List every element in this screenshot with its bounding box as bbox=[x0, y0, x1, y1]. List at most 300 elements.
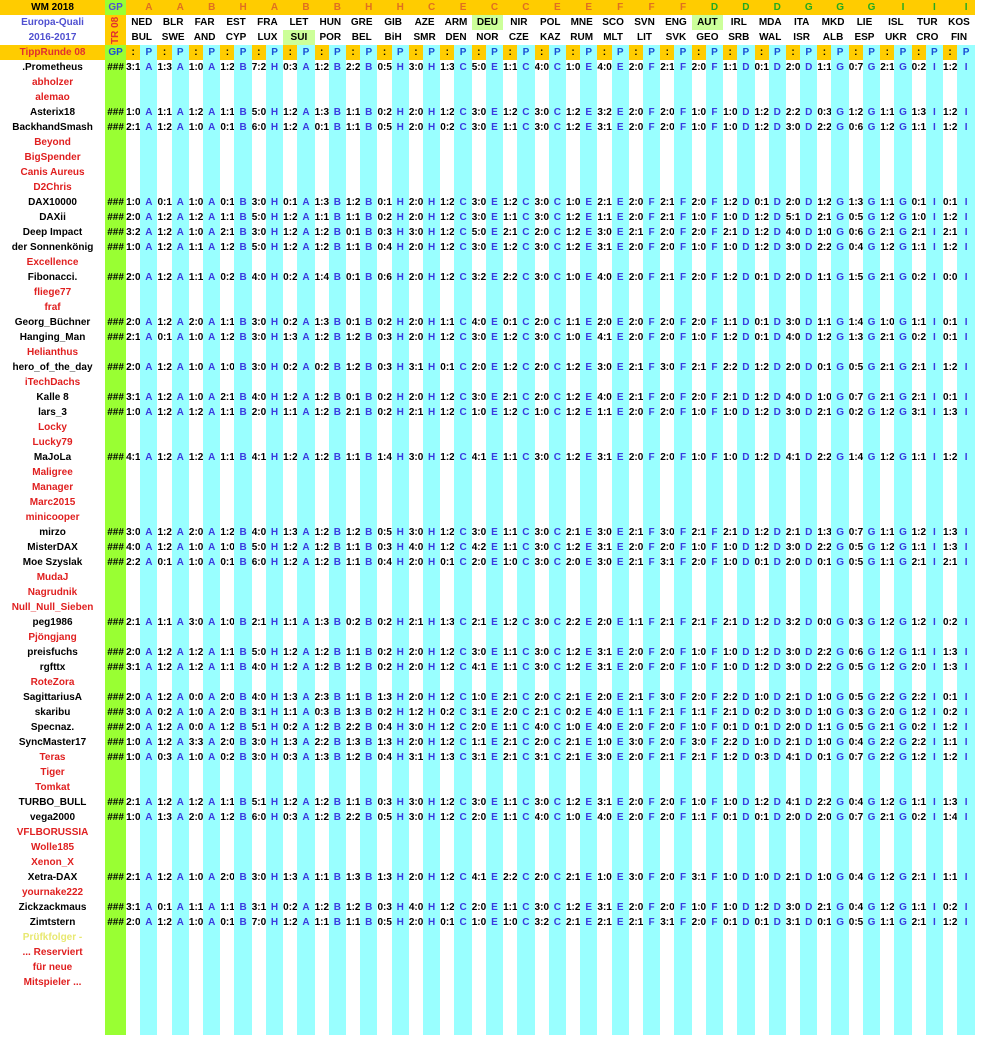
group-cell: D bbox=[800, 915, 817, 930]
score-cell: 0:2 bbox=[220, 752, 235, 763]
score-cell: 1:2 bbox=[440, 692, 455, 703]
score-cell bbox=[503, 150, 517, 165]
filler bbox=[674, 990, 691, 1005]
score-cell: 2:1 bbox=[565, 872, 581, 883]
score-cell: 2:0 bbox=[660, 872, 675, 883]
filler bbox=[894, 990, 911, 1005]
group-cell: H bbox=[392, 225, 409, 240]
score-cell bbox=[943, 840, 957, 855]
player-name: VFLBORUSSIA bbox=[16, 827, 89, 838]
score-cell: 1:2 bbox=[220, 62, 235, 73]
score-cell: 1:2 bbox=[440, 197, 455, 208]
score-cell: 0:1 bbox=[346, 272, 361, 283]
score-cell bbox=[566, 780, 580, 795]
group-cell: I bbox=[957, 795, 975, 810]
group-cell: E bbox=[486, 540, 503, 555]
group-cell: B bbox=[234, 225, 251, 240]
group-cell bbox=[737, 375, 754, 390]
group-cell: A bbox=[140, 540, 157, 555]
score-cell: 3:0 bbox=[597, 557, 612, 568]
group-cell bbox=[549, 585, 566, 600]
group-cell: A bbox=[172, 750, 189, 765]
colon-cell: : bbox=[346, 45, 360, 60]
group-cell bbox=[580, 495, 597, 510]
group-cell bbox=[203, 180, 220, 195]
group-cell bbox=[894, 600, 911, 615]
score-cell: 0:7 bbox=[848, 62, 863, 73]
score-cell: 1:0 bbox=[126, 407, 141, 418]
score-cell: 0:1 bbox=[220, 197, 235, 208]
group-cell: E bbox=[580, 390, 597, 405]
score-cell bbox=[817, 90, 831, 105]
group-cell: G bbox=[894, 915, 911, 930]
score-cell: 0:2 bbox=[943, 902, 958, 913]
player-name: hero_of_the_day bbox=[12, 362, 93, 373]
group-cell bbox=[800, 855, 817, 870]
player-name: D2Chris bbox=[33, 182, 72, 193]
score-cell: 1:0 bbox=[565, 62, 581, 73]
score-cell bbox=[283, 150, 297, 165]
score-cell: 1:2 bbox=[188, 452, 204, 463]
score-cell: 2:1 bbox=[880, 362, 895, 373]
score-cell bbox=[912, 150, 926, 165]
score-cell: 1:3 bbox=[314, 107, 329, 118]
group-cell: F bbox=[674, 240, 691, 255]
score-cell: 1:1 bbox=[628, 617, 643, 628]
score-cell bbox=[912, 630, 926, 645]
filler bbox=[769, 1005, 786, 1020]
group-cell bbox=[769, 510, 786, 525]
score-cell bbox=[472, 930, 486, 945]
score-cell bbox=[440, 345, 454, 360]
group-cell bbox=[674, 630, 691, 645]
group-cell bbox=[737, 435, 754, 450]
score-cell bbox=[912, 600, 926, 615]
group-cell bbox=[517, 480, 534, 495]
score-cell bbox=[817, 780, 831, 795]
group-cell: D bbox=[800, 405, 817, 420]
group-cell: G bbox=[831, 870, 848, 885]
group-cell bbox=[831, 150, 848, 165]
group-cell bbox=[172, 285, 189, 300]
group-cell bbox=[392, 495, 409, 510]
group-cell: F bbox=[674, 735, 691, 750]
filler bbox=[674, 1005, 691, 1020]
points-cell: P bbox=[831, 45, 848, 60]
group-cell: F bbox=[706, 405, 723, 420]
score-cell bbox=[409, 285, 423, 300]
score-cell bbox=[786, 945, 800, 960]
score-cell: 2:2 bbox=[880, 752, 895, 763]
filler bbox=[926, 990, 943, 1005]
score-cell bbox=[440, 855, 454, 870]
score-cell: 3:0 bbox=[408, 797, 423, 808]
group-cell: E bbox=[612, 555, 629, 570]
group-cell: A bbox=[140, 315, 157, 330]
score-cell bbox=[692, 180, 706, 195]
score-cell bbox=[157, 420, 171, 435]
group-cell bbox=[612, 420, 629, 435]
group-cell bbox=[549, 180, 566, 195]
group-cell bbox=[643, 975, 660, 990]
score-cell bbox=[943, 675, 957, 690]
score-cell bbox=[755, 630, 769, 645]
group-cell: F bbox=[643, 240, 660, 255]
score-cell bbox=[126, 465, 140, 480]
score-cell bbox=[283, 960, 297, 975]
score-cell: 2:0 bbox=[660, 797, 675, 808]
score-cell: 2:2 bbox=[785, 107, 801, 118]
colon-cell: : bbox=[849, 45, 863, 60]
group-cell bbox=[203, 345, 220, 360]
group-letter: B bbox=[329, 0, 346, 15]
score-cell bbox=[472, 960, 486, 975]
group-cell bbox=[517, 495, 534, 510]
group-letter-spacer bbox=[629, 0, 643, 15]
score-cell bbox=[503, 825, 517, 840]
group-cell bbox=[392, 165, 409, 180]
group-cell bbox=[423, 90, 440, 105]
score-cell bbox=[472, 75, 486, 90]
score-cell: 3:0 bbox=[785, 242, 801, 253]
score-cell bbox=[377, 255, 391, 270]
group-cell: I bbox=[926, 60, 943, 75]
group-cell bbox=[926, 90, 943, 105]
score-cell bbox=[535, 285, 549, 300]
group-cell bbox=[329, 780, 346, 795]
player-name: RoteZora bbox=[30, 677, 75, 688]
group-cell: H bbox=[392, 195, 409, 210]
group-cell bbox=[360, 150, 377, 165]
score-cell bbox=[880, 480, 894, 495]
group-cell: E bbox=[612, 390, 629, 405]
score-cell bbox=[220, 180, 234, 195]
group-cell: B bbox=[234, 795, 251, 810]
group-cell bbox=[517, 570, 534, 585]
score-cell: 1:2 bbox=[188, 647, 204, 658]
group-cell: D bbox=[737, 315, 754, 330]
group-cell bbox=[580, 675, 597, 690]
score-cell bbox=[472, 600, 486, 615]
group-cell bbox=[769, 465, 786, 480]
player-gp bbox=[105, 165, 126, 180]
group-cell: G bbox=[894, 360, 911, 375]
score-cell bbox=[126, 75, 140, 90]
group-cell bbox=[454, 285, 471, 300]
player-row bbox=[0, 495, 975, 510]
filler bbox=[786, 1020, 800, 1035]
group-cell bbox=[737, 630, 754, 645]
group-cell bbox=[423, 975, 440, 990]
score-cell bbox=[252, 255, 266, 270]
group-cell: A bbox=[140, 120, 157, 135]
group-cell bbox=[769, 975, 786, 990]
group-cell: F bbox=[674, 705, 691, 720]
group-cell bbox=[423, 150, 440, 165]
group-cell: E bbox=[486, 870, 503, 885]
score-cell bbox=[566, 345, 580, 360]
score-cell bbox=[692, 375, 706, 390]
score-cell: 3:1 bbox=[660, 917, 675, 928]
score-cell: 1:2 bbox=[440, 647, 455, 658]
group-cell: F bbox=[674, 660, 691, 675]
score-cell: 2:1 bbox=[817, 212, 832, 223]
group-cell: E bbox=[612, 720, 629, 735]
group-cell bbox=[360, 495, 377, 510]
group-cell bbox=[643, 840, 660, 855]
group-cell: F bbox=[674, 360, 691, 375]
score-cell: 1:2 bbox=[754, 107, 769, 118]
group-cell: H bbox=[392, 690, 409, 705]
group-cell: I bbox=[957, 540, 975, 555]
score-cell bbox=[220, 510, 234, 525]
group-cell bbox=[549, 630, 566, 645]
group-cell: E bbox=[612, 705, 629, 720]
team-away: NOR bbox=[476, 32, 499, 43]
group-cell bbox=[423, 630, 440, 645]
group-cell: E bbox=[612, 450, 629, 465]
group-cell bbox=[329, 570, 346, 585]
group-cell: F bbox=[706, 690, 723, 705]
score-cell bbox=[346, 585, 360, 600]
score-cell: 1:2 bbox=[188, 407, 204, 418]
group-cell bbox=[926, 945, 943, 960]
filler bbox=[660, 990, 674, 1005]
score-cell: 2:1 bbox=[660, 272, 675, 283]
group-cell: C bbox=[517, 705, 534, 720]
group-cell bbox=[172, 780, 189, 795]
score-cell bbox=[503, 165, 517, 180]
score-cell bbox=[943, 420, 957, 435]
score-cell bbox=[189, 480, 203, 495]
group-cell: G bbox=[863, 615, 880, 630]
score-cell: 1:0 bbox=[911, 212, 926, 223]
score-cell bbox=[220, 375, 234, 390]
score-cell bbox=[566, 375, 580, 390]
group-letter: B bbox=[297, 0, 314, 15]
score-cell bbox=[723, 975, 737, 990]
score-cell: 1:2 bbox=[911, 527, 926, 538]
score-cell: 1:2 bbox=[440, 872, 455, 883]
score-cell bbox=[157, 975, 171, 990]
group-cell bbox=[203, 510, 220, 525]
colon-cell: : bbox=[157, 45, 171, 60]
score-cell bbox=[409, 510, 423, 525]
group-cell bbox=[517, 285, 534, 300]
score-cell bbox=[723, 90, 737, 105]
group-cell bbox=[926, 285, 943, 300]
score-cell bbox=[126, 885, 140, 900]
score-cell bbox=[315, 975, 329, 990]
group-cell: H bbox=[266, 795, 283, 810]
group-cell: B bbox=[234, 270, 251, 285]
group-cell bbox=[549, 495, 566, 510]
score-cell: 1:0 bbox=[817, 737, 832, 748]
score-cell: 0:1 bbox=[943, 392, 958, 403]
group-cell bbox=[329, 90, 346, 105]
group-cell bbox=[612, 495, 629, 510]
group-cell bbox=[769, 585, 786, 600]
score-cell: 3:2 bbox=[534, 917, 549, 928]
score-cell bbox=[786, 465, 800, 480]
score-cell bbox=[912, 675, 926, 690]
score-cell: 1:2 bbox=[157, 242, 172, 253]
score-cell: 1:0 bbox=[597, 872, 612, 883]
filler bbox=[612, 990, 629, 1005]
score-cell: 2:2 bbox=[503, 872, 518, 883]
score-cell: 2:1 bbox=[911, 872, 926, 883]
group-cell bbox=[831, 495, 848, 510]
score-cell: 3:2 bbox=[785, 617, 801, 628]
score-cell: 1:2 bbox=[314, 662, 329, 673]
score-cell: 2:1 bbox=[723, 392, 738, 403]
group-cell bbox=[517, 765, 534, 780]
group-cell: A bbox=[203, 240, 220, 255]
score-cell bbox=[880, 885, 894, 900]
score-cell: 1:3 bbox=[314, 617, 329, 628]
player-name: Helianthus bbox=[26, 347, 79, 358]
score-cell bbox=[346, 855, 360, 870]
group-cell bbox=[580, 75, 597, 90]
group-cell: A bbox=[140, 645, 157, 660]
group-cell: H bbox=[392, 900, 409, 915]
score-cell: 1:2 bbox=[314, 557, 329, 568]
score-cell: 1:0 bbox=[723, 452, 738, 463]
group-cell: F bbox=[706, 60, 723, 75]
score-cell: 1:0 bbox=[188, 872, 204, 883]
score-cell: 1:1 bbox=[503, 62, 518, 73]
score-cell: 2:2 bbox=[346, 62, 361, 73]
score-cell bbox=[503, 945, 517, 960]
group-cell bbox=[612, 375, 629, 390]
group-cell: H bbox=[266, 720, 283, 735]
group-cell: E bbox=[486, 690, 503, 705]
filler bbox=[126, 1005, 140, 1020]
score-cell: 2:0 bbox=[534, 737, 549, 748]
group-cell bbox=[517, 675, 534, 690]
score-cell bbox=[597, 570, 611, 585]
group-cell bbox=[486, 285, 503, 300]
score-cell: 1:0 bbox=[220, 542, 235, 553]
group-cell: D bbox=[800, 795, 817, 810]
score-cell bbox=[252, 345, 266, 360]
group-cell bbox=[957, 495, 975, 510]
score-cell: 6:0 bbox=[251, 557, 266, 568]
score-cell: 3:0 bbox=[126, 707, 141, 718]
score-cell bbox=[755, 345, 769, 360]
group-cell: D bbox=[800, 240, 817, 255]
group-cell bbox=[172, 630, 189, 645]
group-cell bbox=[329, 135, 346, 150]
score-cell: 2:1 bbox=[880, 227, 895, 238]
player-name: BigSpender bbox=[24, 152, 81, 163]
group-cell: G bbox=[894, 720, 911, 735]
filler bbox=[880, 990, 894, 1005]
group-cell bbox=[172, 90, 189, 105]
score-cell bbox=[723, 825, 737, 840]
group-cell bbox=[297, 255, 314, 270]
group-cell: I bbox=[926, 270, 943, 285]
score-cell: 1:0 bbox=[188, 332, 204, 343]
score-cell: 0:2 bbox=[911, 722, 926, 733]
score-cell: 3:0 bbox=[188, 617, 204, 628]
group-cell bbox=[234, 825, 251, 840]
group-cell: E bbox=[612, 270, 629, 285]
score-cell bbox=[472, 975, 486, 990]
score-cell bbox=[755, 945, 769, 960]
score-cell bbox=[535, 510, 549, 525]
score-cell bbox=[817, 165, 831, 180]
player-row bbox=[0, 615, 975, 630]
group-cell bbox=[423, 285, 440, 300]
group-cell bbox=[674, 960, 691, 975]
group-cell: G bbox=[863, 195, 880, 210]
score-cell: 2:0 bbox=[126, 272, 141, 283]
group-cell bbox=[454, 885, 471, 900]
score-cell: 2:0 bbox=[408, 107, 423, 118]
score-cell: 0:3 bbox=[754, 752, 769, 763]
score-cell: 2:1 bbox=[408, 407, 423, 418]
group-cell bbox=[172, 495, 189, 510]
score-cell bbox=[597, 435, 611, 450]
player-name: mirzo bbox=[39, 527, 66, 538]
group-cell: I bbox=[957, 645, 975, 660]
group-cell: D bbox=[800, 660, 817, 675]
group-cell: G bbox=[894, 405, 911, 420]
score-cell: 5:0 bbox=[251, 242, 266, 253]
group-cell bbox=[706, 435, 723, 450]
score-cell bbox=[660, 510, 674, 525]
points-cell: P bbox=[894, 45, 911, 60]
group-letter: I bbox=[894, 0, 911, 15]
filler bbox=[329, 1020, 346, 1035]
group-cell: E bbox=[612, 870, 629, 885]
score-cell: 2:2 bbox=[314, 737, 329, 748]
group-cell bbox=[297, 585, 314, 600]
group-cell: D bbox=[737, 870, 754, 885]
score-cell bbox=[566, 90, 580, 105]
score-cell: 2:1 bbox=[503, 392, 518, 403]
score-cell bbox=[535, 150, 549, 165]
score-cell: 1:1 bbox=[911, 242, 926, 253]
score-cell bbox=[377, 825, 391, 840]
group-cell bbox=[486, 780, 503, 795]
score-cell: 1:0 bbox=[565, 332, 581, 343]
score-cell: 0:3 bbox=[377, 902, 392, 913]
filler bbox=[957, 1020, 975, 1035]
score-cell bbox=[629, 495, 643, 510]
score-cell: 4:0 bbox=[251, 662, 266, 673]
group-cell bbox=[140, 510, 157, 525]
group-cell: B bbox=[329, 210, 346, 225]
score-cell bbox=[943, 570, 957, 585]
group-cell bbox=[486, 150, 503, 165]
group-cell: F bbox=[643, 270, 660, 285]
score-cell bbox=[912, 780, 926, 795]
group-cell bbox=[517, 435, 534, 450]
group-cell: F bbox=[706, 720, 723, 735]
score-cell bbox=[283, 765, 297, 780]
score-cell: 1:0 bbox=[691, 212, 706, 223]
score-cell bbox=[315, 495, 329, 510]
group-cell: E bbox=[486, 240, 503, 255]
score-cell: 1:0 bbox=[723, 872, 738, 883]
player-gp bbox=[105, 840, 126, 855]
score-cell: 0:1 bbox=[754, 557, 769, 568]
team-home: IRL bbox=[730, 17, 747, 28]
group-cell: A bbox=[140, 660, 157, 675]
filler bbox=[297, 1005, 314, 1020]
